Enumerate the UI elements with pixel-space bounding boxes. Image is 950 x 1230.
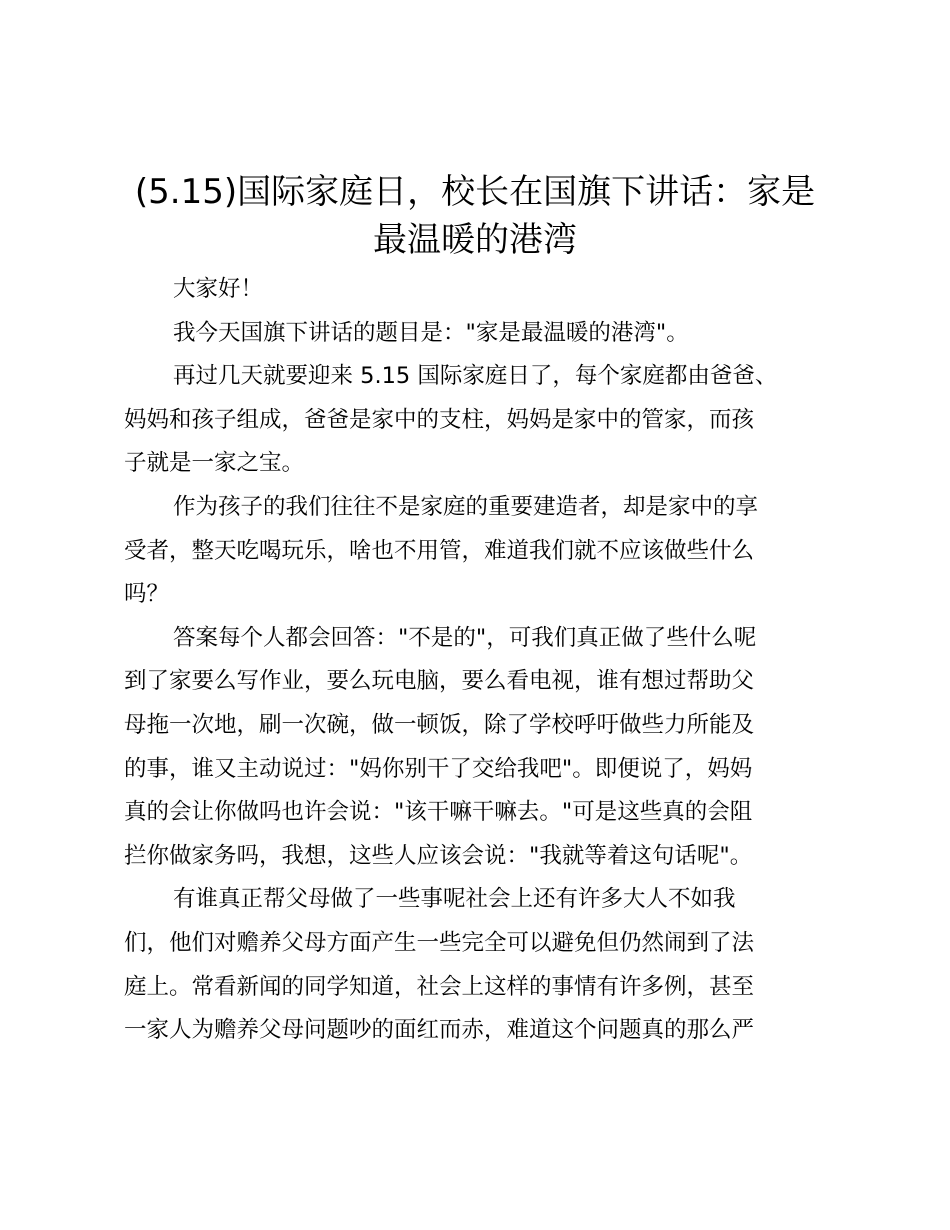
text-line: 到了家要么写作业，要么玩电脑，要么看电视，谁有想过帮助父	[124, 668, 755, 695]
text-line: 的事，谁又主动说过："妈你别干了交给我吧"。即便说了，妈妈	[124, 755, 753, 782]
document-body	[124, 268, 844, 1053]
paragraph-greeting	[124, 268, 844, 312]
paragraph-topic	[124, 312, 844, 356]
paragraph-children-role	[124, 486, 844, 617]
text-line: 真的会让你做吗也许会说："该干嘛干嘛去。"可是这些真的会阻	[124, 799, 753, 826]
text-line: 一家人为赡养父母问题吵的面红而赤，难道这个问题真的那么严	[124, 1017, 755, 1044]
text-line: 们，他们对赡养父母方面产生一些完全可以避免但仍然闹到了法	[124, 929, 755, 956]
paragraph-society	[124, 878, 844, 1052]
text-line: 子就是一家之宝。	[124, 450, 305, 477]
text-line: 大家好！	[173, 276, 264, 302]
text-line: 再过几天就要迎来 5.15 国际家庭日了，每个家庭都由爸爸、	[173, 363, 778, 390]
text-line: 拦你做家务吗，我想，这些人应该会说："我就等着这句话呢"。	[124, 842, 753, 869]
paragraph-answer	[124, 617, 844, 879]
text-line: 妈妈和孩子组成，爸爸是家中的支柱，妈妈是家中的管家，而孩	[124, 406, 755, 433]
paragraph-family-day	[124, 355, 844, 486]
document-title	[100, 168, 850, 264]
text-line: 吗？	[124, 581, 170, 608]
text-line: 受者，整天吃喝玩乐，啥也不用管，难道我们就不应该做些什么	[124, 537, 755, 564]
text-line: 有谁真正帮父母做了一些事呢社会上还有许多大人不如我	[173, 886, 736, 913]
text-line: 我今天国旗下讲话的题目是："家是最温暖的港湾"。	[173, 319, 689, 346]
title-line: (5.15)国际家庭日，校长在国旗下讲话：家是	[134, 172, 816, 212]
text-line: 母拖一次地，刷一次碗，做一顿饭，除了学校呼吁做些力所能及	[124, 711, 755, 738]
text-line: 作为孩子的我们往往不是家庭的重要建造者，却是家中的享	[173, 493, 759, 520]
title-line: 最温暖的港湾	[373, 220, 577, 260]
text-line: 庭上。常看新闻的同学知道，社会上这样的事情有许多例，甚至	[124, 973, 755, 1000]
text-line: 答案每个人都会回答："不是的"，可我们真正做了些什么呢	[173, 624, 757, 651]
